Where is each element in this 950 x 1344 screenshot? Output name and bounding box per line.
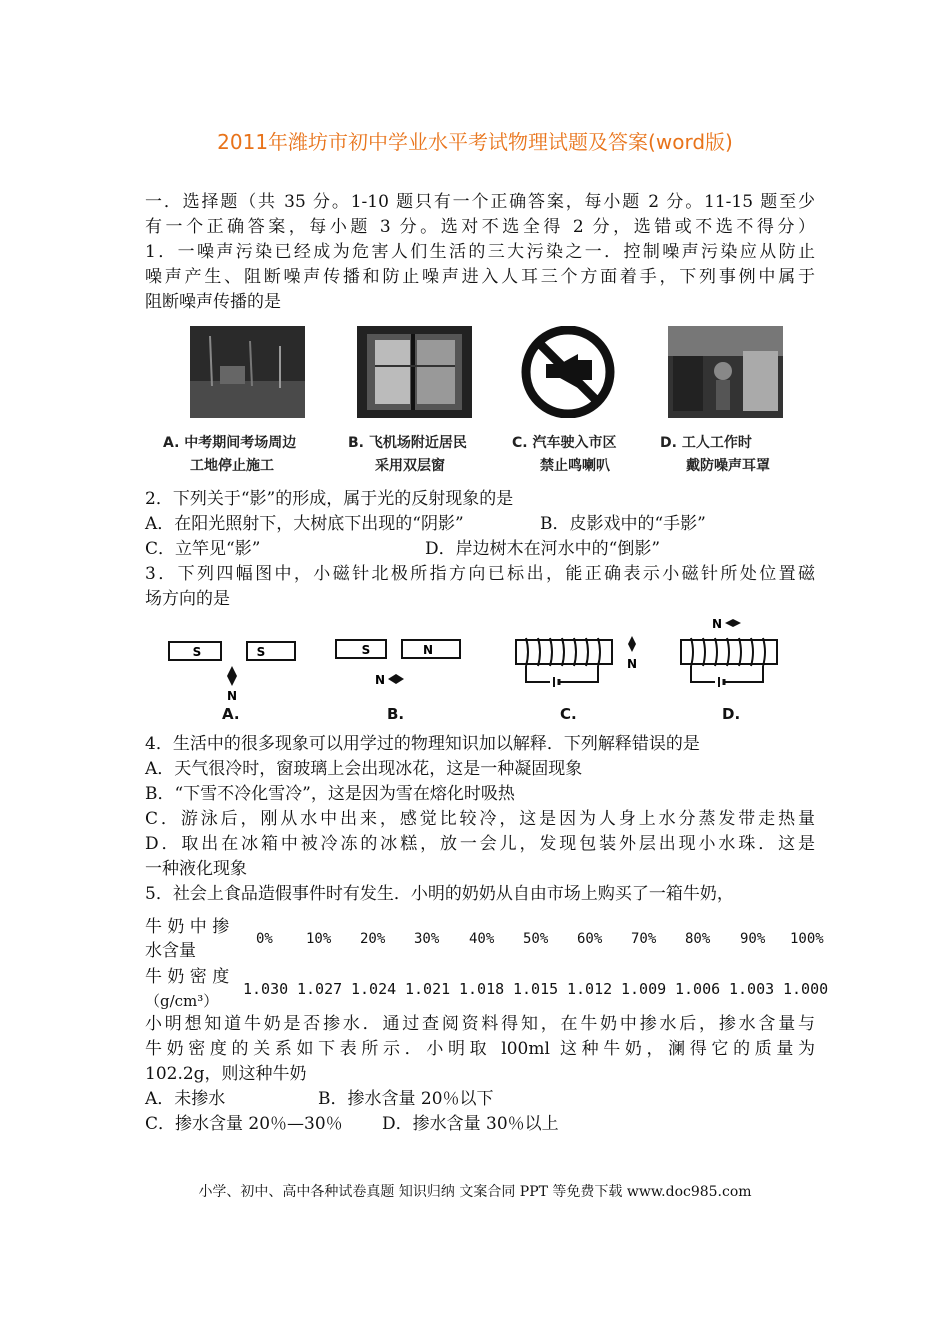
table-cell: 90%	[740, 931, 766, 947]
pole-label: S	[361, 643, 371, 657]
solenoid-figure-c	[510, 612, 645, 724]
q3-stem-line-2: 场方向的是	[145, 589, 230, 609]
table-cell: 20%	[360, 931, 386, 947]
double-window-photo	[357, 326, 472, 418]
q1-stem-line-3: 阻断噪声传播的是	[145, 292, 281, 312]
q4-option-c: C．游泳后，刚从水中出来，感觉比较冷，这是因为人身上水分蒸发带走热量	[145, 809, 815, 829]
needle-label: N	[226, 689, 238, 703]
table-cell: 0%	[256, 931, 273, 947]
q5-body-line-2: 牛奶密度的关系如下表所示．小明取 l00ml 这种牛奶，澜得它的质量为	[145, 1039, 815, 1059]
table-cell: 1.018	[459, 980, 505, 998]
table-cell: 30%	[414, 931, 440, 947]
q4-option-d-line-1: D．取出在冰箱中被冷冻的冰糕，放一会儿，发现包装外层出现小水珠．这是	[145, 834, 815, 854]
table-row-1-label-line-1: 牛 奶 中 掺	[145, 917, 230, 937]
q4-option-d-line-2: 一种液化现象	[145, 859, 247, 879]
table-row-2-label-line-1: 牛 奶 密 度	[145, 967, 230, 987]
q1-caption-b-line-2: 采用双层窗	[375, 458, 445, 474]
figure-label-c: C.	[560, 705, 577, 723]
q5-body-line-1: 小明想知道牛奶是否掺水．通过查阅资料得知，在牛奶中掺水后，掺水含量与	[145, 1014, 815, 1034]
q1-caption-d-line-1: D. 工人工作时	[660, 435, 752, 451]
q2-option-a: A．在阳光照射下，大树底下出现的“阴影”	[145, 514, 464, 534]
no-horn-sign-icon	[518, 326, 618, 418]
q2-option-c: C．立竿见“影”	[145, 539, 261, 559]
pole-label: S	[192, 645, 202, 659]
table-cell: 80%	[685, 931, 711, 947]
table-cell: 40%	[469, 931, 495, 947]
needle-label: N	[626, 657, 638, 671]
figure-label-a: A.	[222, 705, 240, 723]
q1-caption-c-line-1: C. 汽车驶入市区	[512, 435, 617, 451]
table-cell: 50%	[523, 931, 549, 947]
table-cell: 1.021	[405, 980, 451, 998]
q4-option-a: A．天气很冷时，窗玻璃上会出现冰花，这是一种凝固现象	[145, 759, 583, 779]
solenoid-figure-d	[675, 612, 810, 724]
table-cell: 1.003	[729, 980, 775, 998]
table-cell: 1.012	[567, 980, 613, 998]
table-cell: 1.009	[621, 980, 667, 998]
q5-option-b: B．掺水含量 20％以下	[318, 1089, 494, 1109]
table-cell: 1.000	[783, 980, 829, 998]
compass-needle-icon	[628, 636, 636, 652]
needle-label: N	[374, 673, 386, 687]
q5-option-d: D．掺水含量 30％以上	[382, 1114, 559, 1134]
q5-option-c: C．掺水含量 20％—30％	[145, 1114, 343, 1134]
compass-needle-icon	[388, 674, 404, 684]
pole-label: S	[256, 645, 266, 659]
section-header-line-2: 有一个正确答案，每小题 3 分。选对不选全得 2 分，选错或不选不得分）	[145, 217, 815, 237]
table-cell: 70%	[631, 931, 657, 947]
q4-stem: 4．生活中的很多现象可以用学过的物理知识加以解释．下列解释错误的是	[145, 734, 700, 754]
q5-body-line-3: 102.2g，则这种牛奶	[145, 1064, 307, 1084]
q1-caption-d-line-2: 戴防噪声耳罩	[686, 458, 770, 474]
table-cell: 1.030	[243, 980, 289, 998]
q2-stem: 2．下列关于“影”的形成，属于光的反射现象的是	[145, 489, 514, 509]
q1-stem-line-1: 1．一噪声污染已经成为危害人们生活的三大污染之一．控制噪声污染应从防止	[145, 242, 815, 262]
table-cell: 60%	[577, 931, 603, 947]
q1-caption-a-line-1: A. 中考期间考场周边	[163, 435, 297, 451]
document-title: 2011年潍坊市初中学业水平考试物理试题及答案(word版)	[217, 130, 733, 154]
table-row-1-label-line-2: 水含量	[145, 941, 196, 961]
table-cell: 100%	[790, 931, 824, 947]
q1-stem-line-2: 噪声产生、阻断噪声传播和防止噪声进入人耳三个方面着手，下列事例中属于	[145, 267, 815, 287]
table-cell: 1.027	[297, 980, 343, 998]
compass-needle-icon	[725, 619, 741, 627]
table-row-2-label-line-2: （g/cm³）	[145, 992, 219, 1010]
q5-option-a: A．未掺水	[145, 1089, 226, 1109]
table-cell: 10%	[306, 931, 332, 947]
table-cell: 1.015	[513, 980, 559, 998]
figure-label-d: D.	[722, 705, 741, 723]
q1-caption-b-line-1: B. 飞机场附近居民	[348, 435, 467, 451]
construction-site-photo	[190, 326, 305, 418]
q5-stem: 5．社会上食品造假事件时有发生．小明的奶奶从自由市场上购买了一箱牛奶，	[145, 884, 734, 904]
factory-worker-photo	[668, 326, 783, 418]
table-cell: 1.006	[675, 980, 721, 998]
pole-label: N	[422, 643, 434, 657]
q3-stem-line-1: 3．下列四幅图中，小磁针北极所指方向已标出，能正确表示小磁针所处位置磁	[145, 564, 815, 584]
q1-caption-a-line-2: 工地停止施工	[190, 458, 274, 474]
q4-option-b: B．“下雪不冷化雪冷”，这是因为雪在熔化时吸热	[145, 784, 515, 804]
figure-label-b: B.	[387, 705, 405, 723]
table-cell: 1.024	[351, 980, 397, 998]
q2-option-b: B．皮影戏中的“手影”	[540, 514, 706, 534]
q1-caption-c-line-2: 禁止鸣喇叭	[540, 458, 610, 474]
compass-needle-icon	[227, 666, 237, 686]
section-header-line-1: 一．选择题（共 35 分。1-10 题只有一个正确答案，每小题 2 分。11-15 题至少	[145, 192, 815, 212]
q2-option-d: D．岸边树木在河水中的“倒影”	[425, 539, 661, 559]
page-footer: 小学、初中、高中各种试卷真题 知识归纳 文案合同 PPT 等免费下载 www.doc985.com	[198, 1184, 752, 1200]
needle-label: N	[711, 617, 723, 631]
